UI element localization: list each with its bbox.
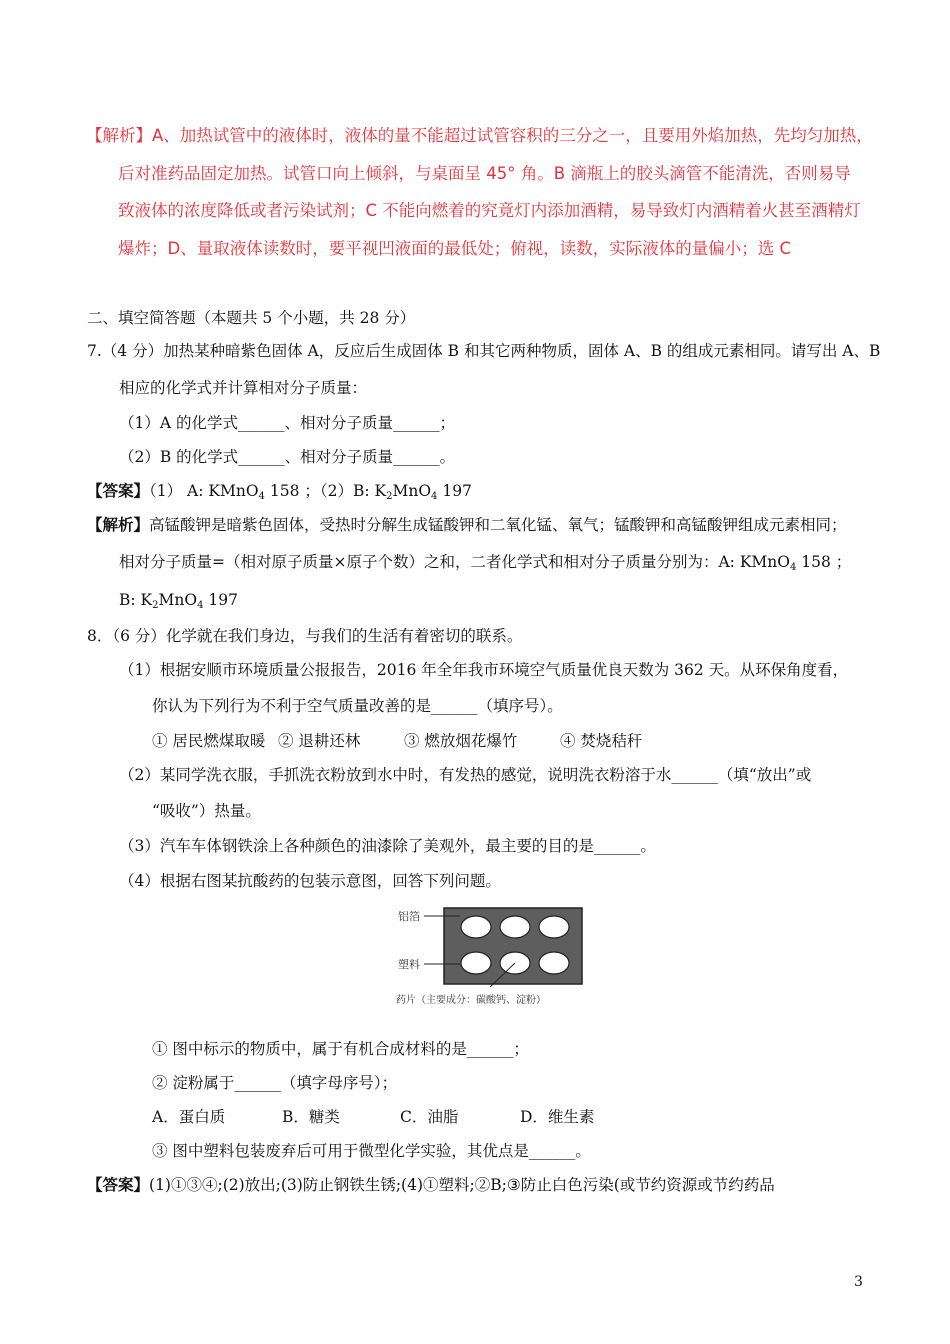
analysis-line-1: 【解析】A、加热试管中的液体时，液体的量不能超过试管容积的三分之一，且要用外焰加热，先均匀加热， xyxy=(86,126,873,145)
q8-part-3: （3）汽车车体钢铁涂上各种颜色的油漆除了美观外，最主要的目的是______。 xyxy=(119,837,656,855)
pill-slot xyxy=(461,952,491,974)
option-1: ① 居民燃煤取暖 xyxy=(152,732,266,750)
label-foil: 铝箔 xyxy=(398,910,420,923)
q8-stem: 8．（6 分）化学就在我们身边，与我们的生活有着密切的联系。 xyxy=(87,627,523,645)
q8-sub-2: ② 淀粉属于______（填字母序号）； xyxy=(152,1074,398,1092)
answer-label: 【答案】 xyxy=(87,481,150,500)
analysis-line-4: 爆炸；D、量取液体读数时，要平视凹液面的最低处；俯视，读数，实际液体的量偏小；选 C xyxy=(118,239,791,258)
pill-slot xyxy=(500,916,530,938)
q7-explanation-1: 【解析】高锰酸钾是暗紫色固体，受热时分解生成锰酸钾和二氧化锰、氧气；锰酸钾和高锰酸钾组成元素相同； xyxy=(87,515,847,534)
label-plastic: 塑料 xyxy=(398,958,420,971)
q7-explanation-2: 相对分子质量=（相对原子质量×原子个数）之和，二者化学式和相对分子质量分别为：A: KMnO$_4$ 158 ； xyxy=(119,553,852,573)
option-d: D．维生素 xyxy=(520,1108,595,1126)
option-3: ③ 燃放烟花爆竹 xyxy=(404,732,518,750)
answer-label: 【答案】 xyxy=(87,1175,150,1194)
q7-explanation-3: B: $K_2MnO_4$ 197 xyxy=(119,591,238,611)
option-a: A．蛋白质 xyxy=(152,1108,226,1126)
q7-answer: 【答案】（1） A: KMnO$_4$ 158 ；（2）B: $K_2MnO_4$ 197 xyxy=(87,481,472,502)
option-4: ④ 焚烧秸秆 xyxy=(560,732,643,750)
q8-options-1 xyxy=(152,731,642,751)
q8-part-4: （4）根据右图某抗酸药的包装示意图，回答下列问题。 xyxy=(119,872,501,890)
section-heading: 二、填空简答题（本题共 5 个小题，共 28 分） xyxy=(87,309,416,327)
q7-stem-2: 相应的化学式并计算相对分子质量： xyxy=(119,379,368,397)
analysis-line-2: 后对准药品固定加热。试管口向上倾斜，与桌面呈 45° 角。B 滴瓶上的胶头滴管不能清洗，否则易导 xyxy=(118,164,851,183)
page-number: 3 xyxy=(854,1274,863,1290)
pill-slot xyxy=(539,952,569,974)
q7-part-2: （2）B 的化学式______、相对分子质量______。 xyxy=(119,448,456,466)
q7-stem-1: 7.（4 分）加热某种暗紫色固体 A，反应后生成固体 B 和其它两种物质，固体 A、B 的组成元素相同。请写出 A、B xyxy=(87,342,881,360)
option-c: C．油脂 xyxy=(400,1108,459,1126)
q8-part-1b: 你认为下列行为不利于空气质量改善的是______（填序号）。 xyxy=(152,697,563,715)
q8-sub-3: ③ 图中塑料包装废弃后可用于微型化学实验，其优点是______。 xyxy=(152,1142,591,1160)
option-2: ② 退耕还林 xyxy=(278,732,361,750)
q8-answer: 【答案】(1)①③④;(2)放出;(3)防止钢铁生锈;(4)①塑料;②B;③防止白色污染(或节约资源或节约药品 xyxy=(87,1175,775,1194)
q8-sub-1: ① 图中标示的物质中，属于有机合成材料的是______； xyxy=(152,1040,529,1058)
pill-slot xyxy=(461,916,491,938)
q8-part-1a: （1）根据安顺市环境质量公报报告，2016 年全年我市环境空气质量优良天数为 362 天。从环保角度看， xyxy=(119,661,849,679)
option-b: B．糖类 xyxy=(282,1108,340,1126)
q8-options-2 xyxy=(152,1107,594,1127)
q8-part-2b: “吸收”）热量。 xyxy=(152,802,261,820)
q7-part-1: （1）A 的化学式______、相对分子质量______； xyxy=(119,414,455,432)
pill-package-diagram xyxy=(380,900,590,1010)
explanation-label: 【解析】 xyxy=(87,515,150,534)
pill-slot xyxy=(539,916,569,938)
analysis-line-3: 致液体的浓度降低或者污染试剂；C 不能向燃着的究竟灯内添加酒精，易导致灯内酒精着火甚至酒精灯 xyxy=(118,201,861,220)
q8-part-2a: （2）某同学洗衣服，手抓洗衣粉放到水中时，有发热的感觉，说明洗衣粉溶于水______（填“放出”或 xyxy=(119,766,812,784)
figure-caption: 药片（主要成分：碳酸钙、淀粉） xyxy=(396,995,546,1006)
